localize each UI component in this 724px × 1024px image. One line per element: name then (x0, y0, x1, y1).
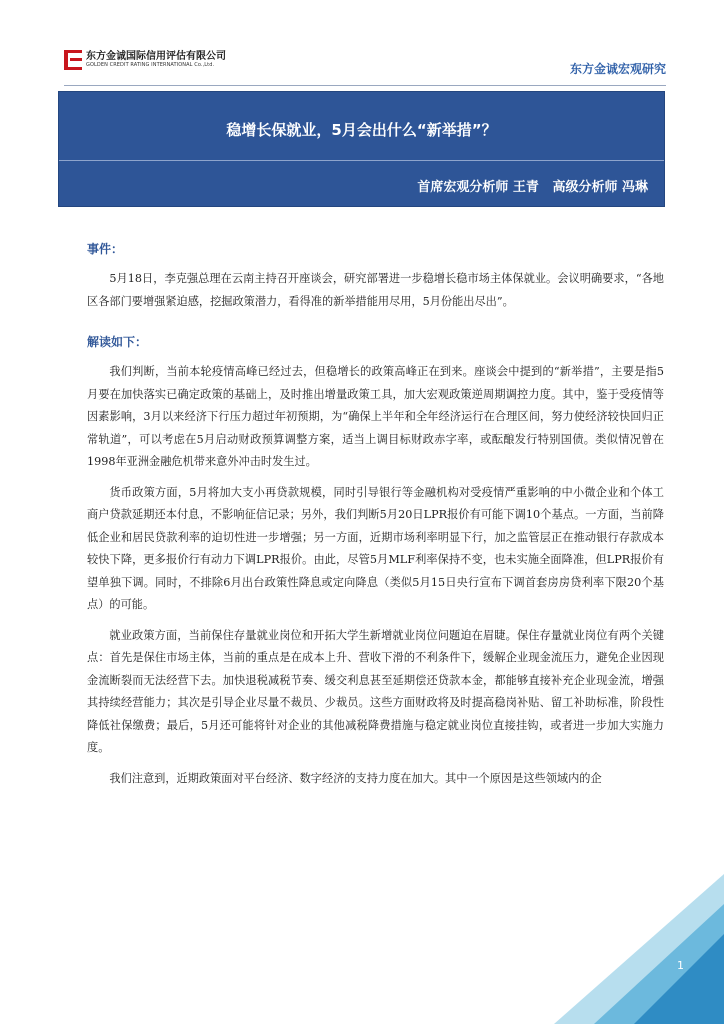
paragraph: 5月18日，李克强总理在云南主持召开座谈会，研究部署进一步稳增长稳市场主体保就业。会议明确要求，“各地区各部门要增强紧迫感，挖掘政策潜力，看得准的新举措能用尽用，5月份能出尽出”。 (87, 272, 664, 308)
banner-divider (59, 160, 664, 161)
page-header (64, 48, 666, 86)
section-heading-analysis: 解读如下： (87, 335, 148, 349)
section-heading-event: 事件： (87, 242, 124, 256)
header-divider (64, 85, 666, 86)
title-banner (58, 91, 665, 207)
logo-name-en: GOLDEN CREDIT RATING INTERNATIONAL Co.,Ltd. (86, 62, 215, 68)
paragraph: 我们判断，当前本轮疫情高峰已经过去，但稳增长的政策高峰正在到来。座谈会中提到的“新举措”，主要是指5月要在加快落实已确定政策的基础上，及时推出增量政策工具，加大宏观政策逆周期调控力度。其中，鉴于受疫情等因素影响，3月以来经济下行压力超过年初预期，为“确保上半年和全年经济运行在合理区间，努力使经济较快回归正常轨道”，可以考虑在5月启动财政预算调整方案，适当上调目标财政赤字率，或酝酿发行特别国债。类似情况曾在1998年亚洲金融危机带来意外冲击时发生过。 (87, 365, 664, 468)
paragraph: 就业政策方面，当前保住存量就业岗位和开拓大学生新增就业岗位问题迫在眉睫。保住存量就业岗位有两个关键点：首先是保住市场主体，当前的重点是在成本上升、营收下滑的不利条件下，缓解企业现金流压力，避免企业因现金流断裂而无法经营下去。加快退税减税节奏、缓交利息甚至延期偿还贷款本金，都能够直接补充企业现金流，增强其持续经营能力；其次是引导企业尽量不裁员、少裁员。这些方面财政将及时提高稳岗补贴、留工补助标准，阶段性降低社保缴费；最后，5月还可能将针对企业的其他减税降费措施与稳定就业岗位直接挂钩，或者进一步加大实施力度。 (87, 628, 664, 754)
paragraph: 我们注意到，近期政策面对平台经济、数字经济的支持力度在加大。其中一个原因是这些领域内的企 (109, 771, 602, 785)
report-authors: 首席宏观分析师 王青 高级分析师 冯琳 (417, 180, 648, 195)
paragraph: 货币政策方面，5月将加大支小再贷款规模，同时引导银行等金融机构对受疫情严重影响的中小微企业和个体工商户贷款延期还本付息，不影响征信记录；另外，我们判断5月20日LPR报价有可能下调10个基点。一方面，当前降低企业和居民贷款利率的迫切性进一步增强；另一方面，近期市场利率明显下行，加之监管层正在推动银行存款成本较快下降，更多报价行有动力下调LPR报价。由此，尽管5月MLF利率保持不变，也未实施全面降准，但LPR报价有望单独下调。同时，不排除6月出台政策性降息或定向降息（类似5月15日央行宣布下调首套房房贷利率下限20个基点）的可能。 (87, 485, 664, 611)
brand-label: 东方金诚宏观研究 (569, 62, 666, 76)
page-number: 1 (677, 959, 684, 972)
report-body (87, 238, 664, 798)
report-title: 稳增长保就业，5月会出什么“新举措”？ (226, 121, 497, 139)
company-logo (64, 50, 226, 70)
logo-icon (64, 50, 82, 70)
logo-name-cn: 东方金诚国际信用评估有限公司 (86, 51, 226, 62)
corner-decoration (514, 864, 724, 1024)
